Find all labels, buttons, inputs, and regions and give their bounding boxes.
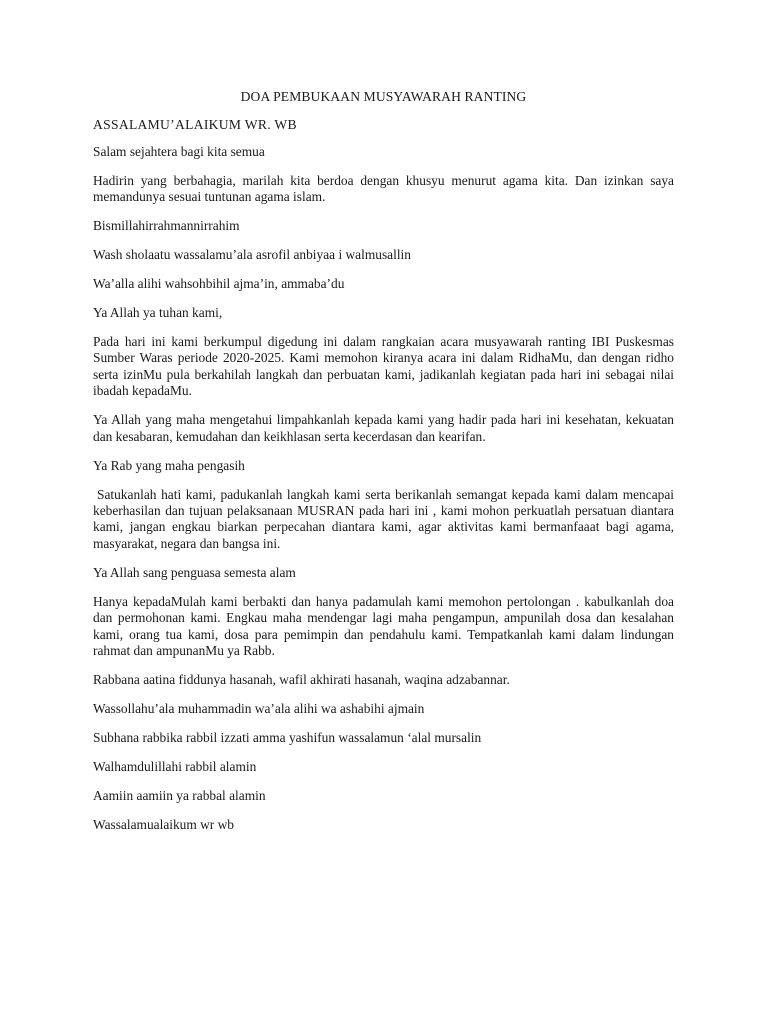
paragraph: Wash sholaatu wassalamu’ala asrofil anbiyaa i walmusallin xyxy=(93,247,411,262)
paragraph: Ya Allah ya tuhan kami, xyxy=(93,305,223,320)
paragraph: Hanya kepadaMulah kami berbakti dan hanya padamulah kami memohon pertolongan . kabulkanlah doa dan permohonan kami. Engkau maha mendengar lagi maha pengampun, ampunilah dosa dan kesalahan kami, orang tua kami, dosa para pemimpin dan pendahulu kami. Tempatkanlah kami dalam lindungan rahmat dan ampunanMu ya Rabb. xyxy=(93,593,674,659)
paragraph: Pada hari ini kami berkumpul digedung ini dalam rangkaian acara musyawarah ranting IBI Puskesmas Sumber Waras periode 2020-2025. Kami memohon kiranya acara ini dalam RidhaMu, dan dengan ridho serta izinMu pula berkahilah langkah dan perbuatan kami, jadikanlah kegiatan pada hari ini sebagai nilai ibadah kepadaMu. xyxy=(93,334,674,399)
paragraph: Aamiin aamiin ya rabbal alamin xyxy=(93,788,266,804)
document-page xyxy=(93,88,674,846)
paragraph: Wassollahu’ala muhammadin wa’ala alihi wa ashabihi ajmain xyxy=(93,701,425,717)
paragraph: Ya Allah sang penguasa semesta alam xyxy=(93,564,296,580)
paragraph: Salam sejahtera bagi kita semua xyxy=(93,143,265,159)
paragraph: Bismillahirrahmannirrahim xyxy=(93,218,240,233)
document-title: DOA PEMBUKAAN MUSYAWARAH RANTING xyxy=(240,89,527,104)
greeting: ASSALAMU’ALAIKUM WR. WB xyxy=(93,117,297,132)
paragraph: Subhana rabbika rabbil izzati amma yashifun wassalamun ‘alal mursalin xyxy=(93,730,482,746)
paragraph: Ya Allah yang maha mengetahui limpahkanlah kepada kami yang hadir pada hari ini kesehatan, kekuatan dan kesabaran, kemudahan dan keikhlasan serta kecerdasan dan kearifan. xyxy=(93,412,674,444)
paragraph: Satukanlah hati kami, padukanlah langkah kami serta berikanlah semangat kepada kami dalam mencapai keberhasilan dan tujuan pelaksanaan MUSRAN pada hari ini , kami mohon perkuatlah persatuan diantara kami, jangan engkau biarkan perpecahan diantara kami, agar aktivitas kami bermanfaaat bagi agama, masyarakat, negara dan bangsa ini. xyxy=(93,486,674,551)
paragraph: Walhamdulillahi rabbil alamin xyxy=(93,759,257,775)
paragraph: Wa’alla alihi wahsohbihil ajma’in, ammaba’du xyxy=(93,276,345,291)
paragraph: Ya Rab yang maha pengasih xyxy=(93,457,245,473)
paragraph: Wassalamualaikum wr wb xyxy=(93,817,234,833)
paragraph: Rabbana aatina fiddunya hasanah, wafil akhirati hasanah, waqina adzabannar. xyxy=(93,672,510,688)
paragraph: Hadirin yang berbahagia, marilah kita berdoa dengan khusyu menurut agama kita. Dan izinkan saya memandunya sesuai tuntunan agama islam. xyxy=(93,172,674,204)
